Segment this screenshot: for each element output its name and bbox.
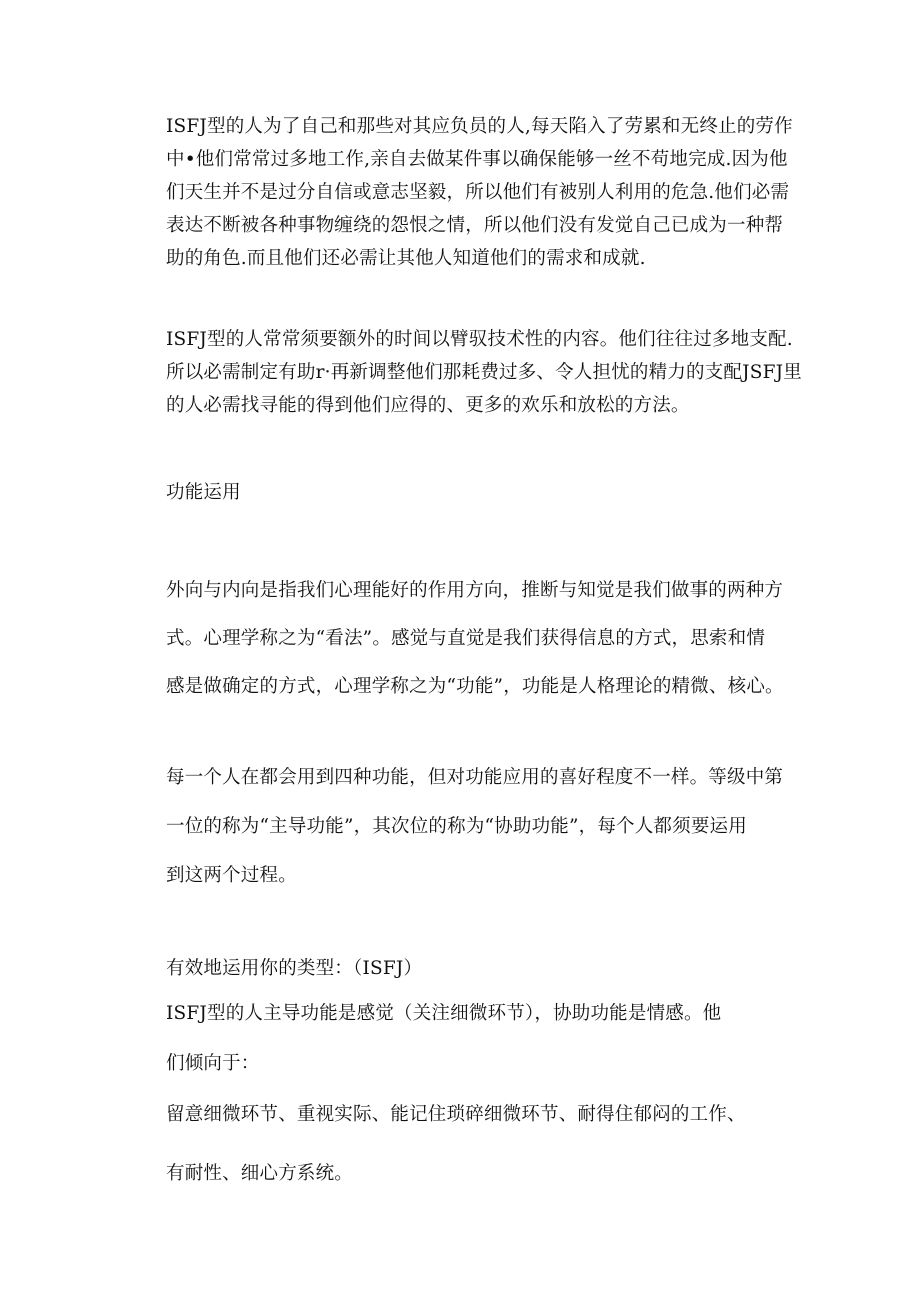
paragraph-1-line-4: 表达不断被各种事物缠绕的怨恨之情，所以他们没有发觉自己已成为一种帮 <box>166 215 784 236</box>
paragraph-2-line-3: 的人必需找寻能的得到他们应得的、更多的欢乐和放松的方法。 <box>166 395 690 416</box>
paragraph-2-line-2: 所以必需制定有助r·再新调整他们那耗费过多、令人担忧的精力的支配JSFJ里 <box>166 362 802 383</box>
paragraph-5-line-1: ISFJ型的人主导功能是感觉（关注细微环节），协助功能是情感。他 <box>166 1003 722 1024</box>
paragraph-5-line-4: 有耐性、细心方系统。 <box>166 1163 354 1184</box>
paragraph-5-line-3: 留意细微环节、重视实际、能记住琐碎细微环节、耐得住郁闷的工作、 <box>166 1104 746 1125</box>
paragraph-3-line-1: 外向与内向是指我们心理能好的作用方向，推断与知觉是我们做事的两种方 <box>166 580 784 601</box>
paragraph-2-line-1: ISFJ型的人常常须要额外的时间以臂驭技术性的内容。他们往往过多地支配. <box>166 329 793 350</box>
section-heading: 功能运用 <box>166 482 241 503</box>
paragraph-1-line-3: 们天生并不是过分自信或意志坚毅，所以他们有被别人利用的危急.他们必需 <box>166 182 790 203</box>
paragraph-1-line-1: ISFJ型的人为了自己和那些对其应负员的人,每天陷入了劳累和无终止的劳作 <box>166 116 793 137</box>
paragraph-5-line-2: 们倾向于： <box>166 1053 260 1074</box>
paragraph-4-line-2: 一位的称为“主导功能”，其次位的称为“协助功能”，每个人都须要运用 <box>166 816 747 837</box>
paragraph-3-line-3: 感是做确定的方式，心理学称之为“功能”，功能是人格理论的精微、核心。 <box>166 676 784 697</box>
sub-heading: 有效地运用你的类型：（ISFJ） <box>166 958 423 979</box>
paragraph-4-line-3: 到这两个过程。 <box>166 865 297 886</box>
paragraph-4-line-1: 每一个人在都会用到四种功能，但对功能应用的喜好程度不一样。等级中第 <box>166 767 784 788</box>
paragraph-1-line-5: 助的角色.而且他们还必需让其他人知道他们的需求和成就. <box>166 248 646 269</box>
paragraph-3-line-2: 式。心理学称之为“看法”。感觉与直觉是我们获得信息的方式，思索和情 <box>166 628 766 649</box>
paragraph-1-line-2: 中•他们常常过多地工作,亲自去做某件事以确保能够一丝不苟地完成.因为他 <box>166 149 788 170</box>
